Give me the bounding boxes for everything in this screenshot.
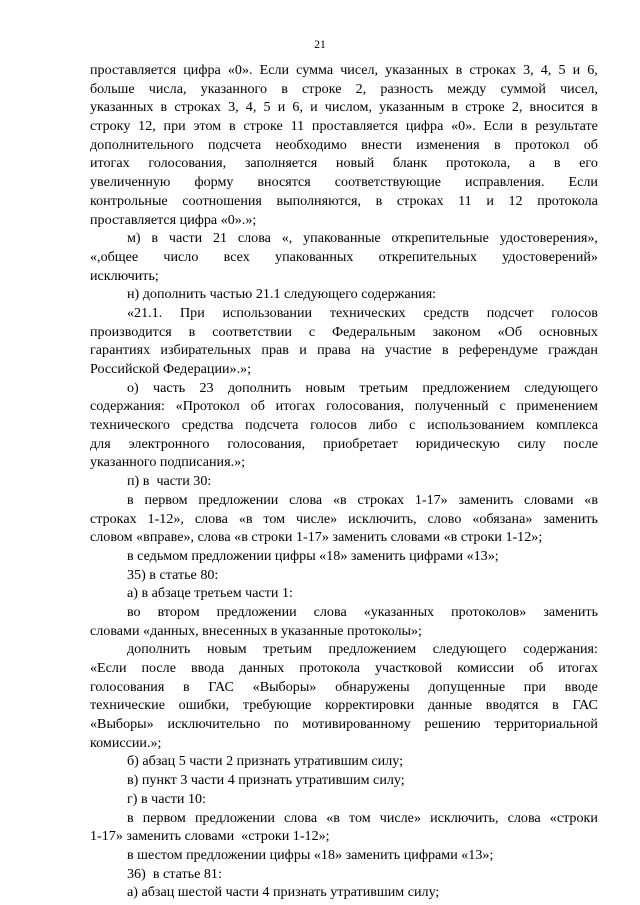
word: новым [305,379,346,396]
word: «21.1. [127,304,163,321]
word: 2, [511,99,523,116]
word: удостоверений» [502,248,598,265]
text-line [90,771,598,790]
word: технического [90,417,170,434]
word: необходимо [275,136,347,153]
word: «строки [549,809,598,826]
word: бланк [392,155,428,172]
word: новый [335,155,375,172]
text-line [90,827,598,846]
word: а) абзац шестой части 4 признать утратившим силу; [127,884,440,901]
word: после [141,660,176,676]
word: законом [432,323,481,340]
word: исправления. [465,174,545,191]
word: протокола [537,192,598,209]
word: исключительно [167,716,261,733]
word: данных [239,660,285,676]
word: в [127,809,134,826]
text-line [90,154,598,173]
text-line [90,790,598,809]
word: а) в абзаце третьем части 1: [127,585,293,602]
word: в [493,136,501,153]
text-line [90,117,598,136]
word: исключить, [348,510,417,527]
word: При [179,304,205,321]
word: упакованные [303,230,381,247]
word: «указанных [363,603,435,620]
text-line [90,622,598,641]
word: цифра [183,62,221,78]
word: 5 [558,62,566,78]
word: м) [127,230,141,247]
word: в [552,697,559,714]
word: б) абзац 5 части 2 признать утратившим силу; [127,753,404,770]
text-line [90,397,598,416]
word: в [160,99,168,116]
word: г) в части 10: [127,790,207,807]
word: слова [289,491,323,508]
word: 4, [540,62,552,78]
word: об [529,660,544,676]
word: вносится [529,99,585,116]
word: форму [194,174,234,191]
word: проставляется цифра «0».»; [90,211,257,228]
word: соответствующие [334,174,442,191]
word: дополнительного [90,136,194,153]
word: цифра [405,118,444,135]
text-line [90,192,598,211]
word: протокол [514,136,570,153]
page-number: 21 [314,39,326,51]
word: 1-17» заменить словами «строки 1-12»; [90,828,330,845]
word: исключить; [90,267,159,284]
word: слова [507,809,541,826]
word: 1-17» [414,491,448,508]
word: н) дополнить частью 21.1 следующего содержания: [127,286,437,303]
word: Российской Федерации».»; [90,361,252,377]
word: в [127,491,134,508]
word: решению [424,716,481,733]
word: допущенные [428,678,506,695]
word: 23 [199,379,214,396]
word: в) пункт 3 части 4 признать утратившим силу; [127,772,405,789]
word: электронного [128,435,210,452]
word: комиссии.»; [90,734,162,751]
word: новым [206,641,247,658]
word: «Об [497,323,523,340]
word: «в [326,809,340,826]
text-line [90,566,598,585]
word: 1-12», [147,510,184,527]
word: «0». [227,62,253,78]
word: указанного подписания.»; [90,454,246,471]
word: вводятся [485,697,539,714]
text-line [90,547,598,566]
word: голосования, [227,435,306,452]
word: при [163,118,186,135]
word: ошибки, [178,697,230,714]
word: о) [127,379,139,396]
text-line [90,659,598,678]
word: первом [144,491,188,508]
word: больше [90,80,135,97]
word: во [127,603,141,620]
word: словом «вправе», слова «в строки 1-17» заменить словами «в строки 1-12»; [90,529,543,546]
word: вносятся [257,174,311,191]
word: упакованных [275,248,354,265]
word: число [163,248,199,265]
text-line [90,211,598,230]
word: итогах [90,155,130,172]
word: между [447,80,487,97]
word: приобретает [323,435,398,452]
word: в [151,230,159,247]
word: территориальной [494,716,598,733]
word: 36) в статье 81: [127,865,222,882]
word: чисел, [340,62,379,78]
text-line [90,809,598,828]
word: «Протокол [175,398,240,415]
word: подсчет [486,304,534,321]
word: указанных [90,99,154,116]
word: строках [174,99,221,116]
word: удостоверения», [499,230,598,247]
word: ввода [190,660,225,676]
word: в [375,192,383,209]
word: слова [194,510,228,527]
word: при [523,678,546,695]
word: слово [427,510,462,527]
text-line [90,453,598,472]
word: требующие [242,697,312,714]
word: голосов [310,417,357,434]
word: слова [313,603,347,620]
word: предложении [216,603,297,620]
word: «в [332,491,347,508]
word: голосования, [326,398,404,415]
word: и [572,62,581,78]
word: строках [469,62,517,78]
document-body [90,61,598,902]
word: указанного [200,80,268,97]
word: на [360,342,375,359]
word: указанным [379,99,445,116]
word: мотивированному [302,716,411,733]
word: чисел, [560,80,598,97]
word: первом [142,809,186,826]
word: итогах [558,660,598,676]
word: 5 [263,99,271,116]
word: Если [259,62,290,78]
word: «Выборы» [252,678,317,695]
word: референдуме [458,342,538,359]
word: числом, [324,99,372,116]
word: сумма [296,62,334,78]
text-line [90,510,598,529]
text-line [90,435,598,454]
text-line [90,883,598,902]
word: ГАС [208,678,234,695]
word: и [310,99,318,116]
word: заменить [458,491,514,508]
word: в [455,62,463,78]
word: в [188,323,196,340]
word: 12 [508,192,523,209]
word: исключить, [430,809,499,826]
text-line [90,285,598,304]
word: голосования, [148,155,227,172]
word: содержания: [523,641,598,658]
word: «, [281,230,293,247]
word: указанных [385,62,449,78]
word: гарантиях [90,342,151,359]
word: 11 [458,192,472,209]
word: протокола [299,660,361,676]
word: предложением [328,641,417,658]
word: словами «данных, внесенных в указанные протоколы»; [90,622,422,639]
word: суммой [500,80,546,97]
word: предложении [194,809,275,826]
word: прав [261,342,289,359]
word: обнаружены [335,678,410,695]
word: часть [153,379,186,396]
word: с [308,323,316,340]
word: технические [90,697,165,714]
text-line [90,304,598,323]
word: голосования [90,678,165,695]
word: для [90,435,111,452]
word: открепительные [391,230,489,247]
word: слова [284,809,318,826]
text-line [90,865,598,884]
text-line [90,80,598,99]
word: корректировки [325,697,415,714]
word: изменения [416,136,480,153]
text-line [90,248,598,267]
word: и [277,99,286,116]
word: комиссии [457,660,515,676]
word: 6, [587,62,598,78]
word: средств [423,304,469,321]
word: 11 [290,118,305,135]
word: подсчета [245,417,299,434]
word: следующего [524,379,598,396]
word: «в [584,491,598,508]
word: строке [302,80,342,97]
word: основных [538,323,598,340]
text-line [90,229,598,248]
text-line [90,715,598,734]
word: Федеральным [332,323,416,340]
word: этом [193,118,222,135]
word: в [183,678,190,695]
text-line [90,98,598,117]
text-line [90,696,598,715]
word: применением [516,398,598,415]
word: права [317,342,351,359]
word: слова [237,230,271,247]
word: в [441,342,449,359]
word: либо [368,417,398,434]
text-line [90,752,598,771]
word: силу [517,435,546,452]
word: содержания: [90,398,165,415]
word: и [299,342,307,359]
word: ГАС [572,697,598,714]
word: строках [396,192,444,209]
word: числа, [148,80,187,97]
word: разность [380,80,434,97]
word: его [579,155,598,172]
word: об [583,136,598,153]
text-line [90,678,598,697]
word: заменить [543,510,598,527]
text-line [90,603,598,622]
word: заполняется [244,155,318,172]
word: полученный [414,398,489,415]
word: избирательных [160,342,252,359]
word: предложением [422,379,510,396]
word: числе» [296,510,338,527]
word: в шестом предложении цифры «18» заменить цифрами «13»; [127,846,494,863]
word: по [274,716,289,733]
word: участие [385,342,432,359]
text-line [90,267,598,286]
word: строках [90,510,137,527]
word: использованием [427,417,525,434]
word: и [486,192,494,209]
word: выполняются, [276,192,362,209]
word: в [520,118,528,135]
word: 4, [245,99,257,116]
text-line [90,379,598,398]
word: числе» [379,809,421,826]
word: об [250,398,265,415]
word: третьим [359,379,409,396]
word: в седьмом предложении цифры «18» заменить цифрами «13»; [127,547,499,564]
word: после [563,435,598,452]
word: контрольные [90,192,168,209]
word: увеличенную [90,174,171,191]
word: с [499,398,506,415]
word: данные [427,697,473,714]
word: итогах [275,398,316,415]
text-line [90,528,598,547]
word: подсчета [207,136,262,153]
text-line [90,173,598,192]
word: участковой [375,660,443,676]
word: «Если [90,660,127,676]
word: в [553,155,561,172]
word: п) в части 30: [127,473,212,490]
word: использовании [222,304,313,321]
word: соответствии [212,323,292,340]
word: 2, [355,80,367,97]
word: заменить [543,603,598,620]
word: всех [223,248,250,265]
word: словами [523,491,574,508]
word: внести [361,136,402,153]
text-line [90,734,598,753]
word: том [349,809,371,826]
word: «0». [451,118,476,135]
word: следующего [432,641,507,658]
word: третьим [263,641,312,658]
word: «,общее [90,248,139,265]
word: втором [157,603,200,620]
text-line [90,323,598,342]
word: граждан [548,342,598,359]
word: проставляется [311,118,399,135]
word: в [281,80,288,97]
word: дополнить [227,379,292,396]
word: голосов [551,304,598,321]
word: а [528,155,536,172]
text-line [90,136,598,155]
word: вводе [564,678,598,695]
word: Если [483,118,513,135]
text-line [90,472,598,491]
text-line [90,491,598,510]
word: строку [90,118,131,135]
word: с [409,417,416,434]
word: «в [238,510,253,527]
word: «Выборы» [90,716,154,733]
word: средства [181,417,234,434]
word: строке [465,99,505,116]
word: проставляется [90,62,177,78]
word: «обязана» [472,510,533,527]
word: технических [329,304,406,321]
word: производится [90,323,172,340]
text-line [90,360,598,379]
word: в [451,99,459,116]
word: 35) в статье 80: [127,566,219,583]
text-line [90,584,598,603]
text-line [90,640,598,659]
word: части [168,230,203,247]
word: 3, [523,62,534,78]
word: строке [243,118,283,135]
word: комплекса [536,417,598,434]
text-line [90,341,598,360]
text-line [90,416,598,435]
word: в [591,99,598,116]
word: дополнить [127,641,191,658]
word: в [228,118,236,135]
word: строках [357,491,405,508]
word: 21 [212,230,228,247]
word: юридическую [415,435,500,452]
word: 3, [228,99,239,116]
word: соотношения [182,192,262,209]
text-line [90,846,598,865]
word: протокола, [445,155,511,172]
word: протоколов» [451,603,527,620]
word: результате [535,118,598,135]
text-line [90,61,598,80]
word: 12, [138,118,156,135]
word: том [263,510,286,527]
word: предложении [198,491,279,508]
word: открепительных [378,248,477,265]
word: Если [568,174,598,191]
word: 6, [292,99,303,116]
